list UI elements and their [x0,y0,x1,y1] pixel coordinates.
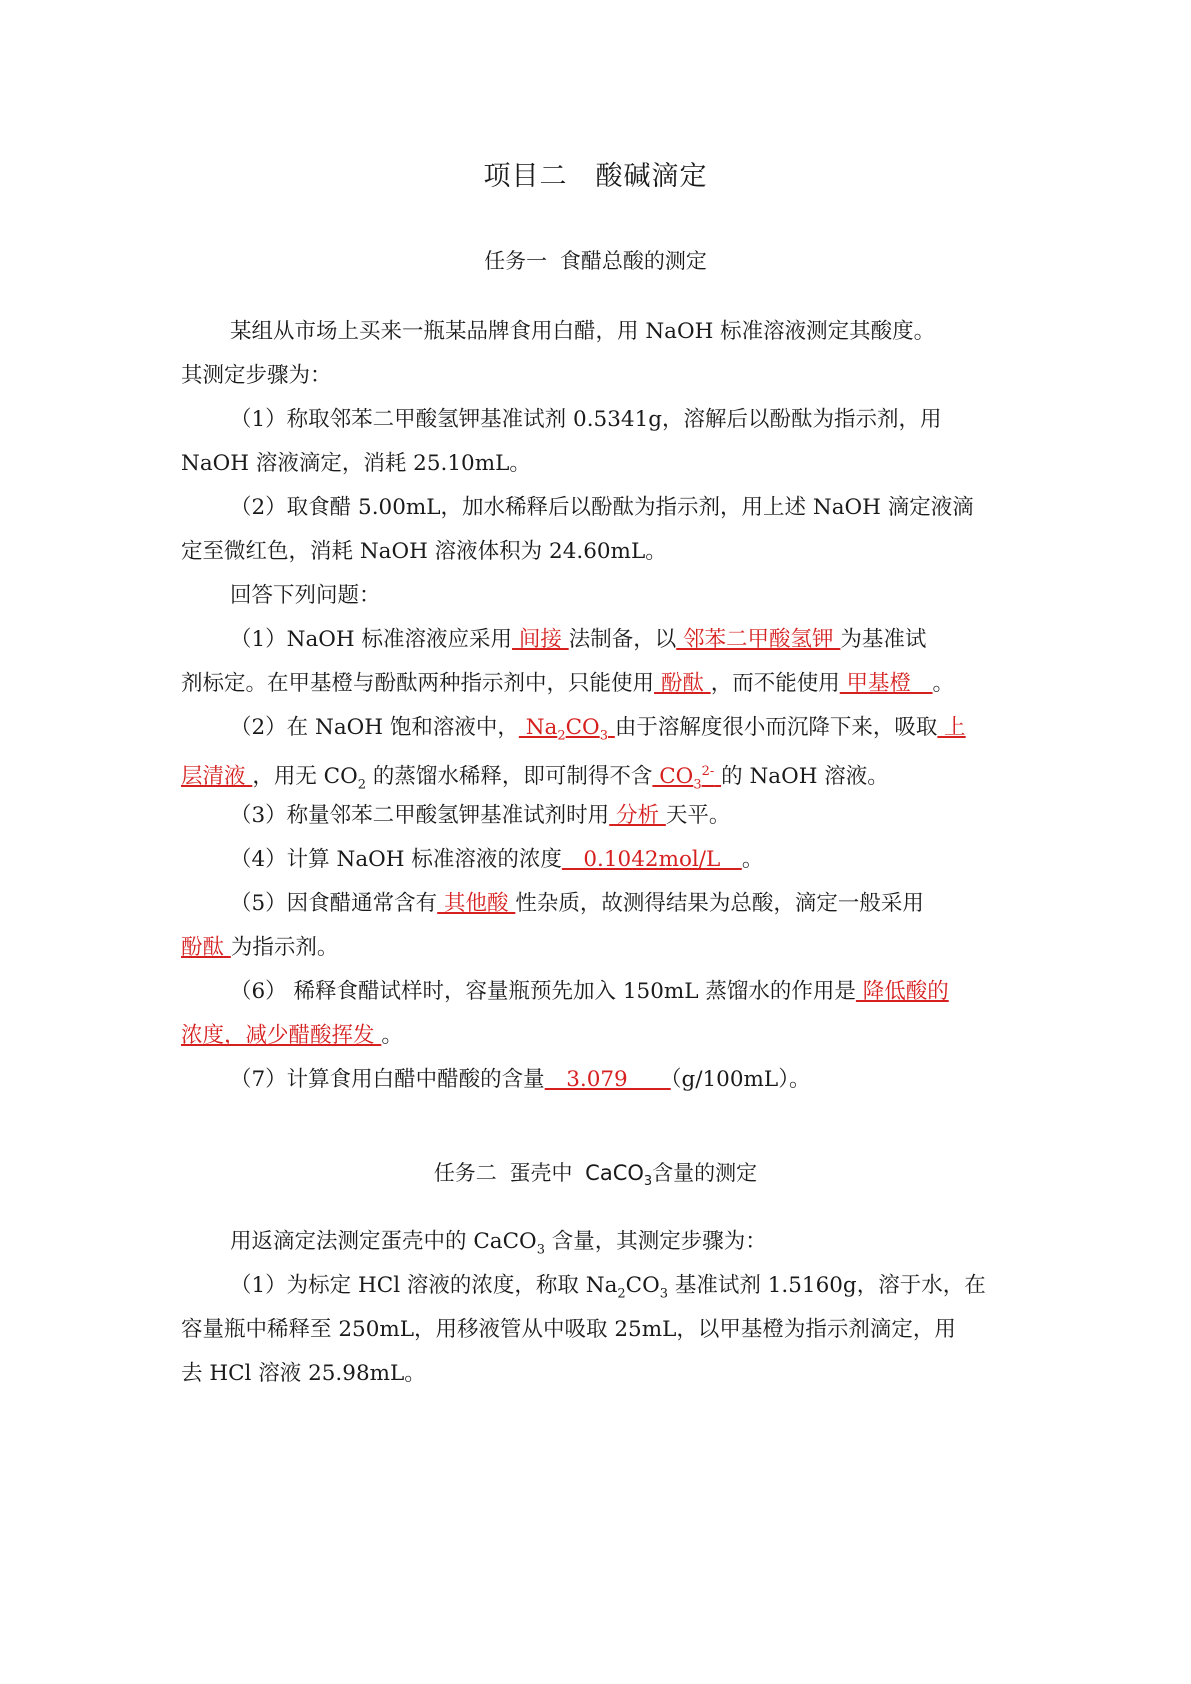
task1-intro-line2: 其测定步骤为： [181,363,332,388]
answer-2-supernatant-part1: 上 [937,715,966,740]
answer-6-purpose-part2: 浓度，减少醋酸挥发 [181,1023,382,1048]
task2-step1-line3: 去 HCl 溶液 25.98mL。 [181,1361,426,1386]
answer-1-indicator-not-used: 甲基橙 [839,671,933,696]
answer-2-supernatant-part2: 层清液 [181,764,253,790]
task1-heading: 任务一 食醋总酸的测定 [484,249,707,273]
task2-intro: 用返滴定法测定蛋壳中的 CaCO$_3$ 含量，其测定步骤为： [230,1229,767,1258]
answer-2-carbonate-ion: $CO_3^{2-}$ [652,764,715,793]
question-5-line1: （5）因食醋通常含有 其他酸 性杂质，故测得结果为总酸，滴定一般采用 [230,891,924,916]
answer-4-concentration: 0.1042mol/L [561,847,742,872]
question-2-line2: 层清液 ，用无 $CO_2$ 的蒸馏水稀释，即可制得不含 $CO_3^{2-}$ 的 NaOH 溶液。 [181,764,889,793]
questions-prompt: 回答下列问题： [230,583,381,608]
task2-heading: 任务二 蛋壳中 CaCO$_3$含量的测定 [433,1161,758,1190]
page-title: 项目二 酸碱滴定 [483,161,708,192]
step2-line2: 定至微红色，消耗 NaOH 溶液体积为 24.60mL。 [181,539,667,564]
answer-7-acetic-acid-content: 3.079 [544,1067,671,1092]
answer-1-primary-standard: 邻苯二甲酸氢钾 [676,627,841,652]
answer-1-indicator-used: 酚酞 [654,671,711,696]
answer-6-purpose-part1: 降低酸的 [855,979,949,1004]
step2-line1: （2）取食醋 5.00mL，加水稀释后以酚酞为指示剂，用上述 NaOH 滴定液滴 [230,495,974,520]
question-3: （3）称量邻苯二甲酸氢钾基准试剂时用 分析 天平。 [230,803,731,828]
question-5-line2: 酚酞 为指示剂。 [181,935,339,960]
answer-5-indicator: 酚酞 [181,935,231,960]
task2-step1-line2: 容量瓶中稀释至 250mL，用移液管从中吸取 25mL，以甲基橙为指示剂滴定，用 [181,1317,956,1342]
question-1-line2: 剂标定。在甲基橙与酚酞两种指示剂中，只能使用 酚酞 ，而不能使用 甲基橙 。 [181,671,955,696]
step1-line1: （1）称取邻苯二甲酸氢钾基准试剂 0.5341g，溶解后以酚酞为指示剂，用 [230,407,942,432]
question-6-line2: 浓度，减少醋酸挥发 。 [181,1023,403,1048]
question-2-line1: （2）在 NaOH 饱和溶液中， $Na_2CO_3$ 由于溶解度很小而沉降下来，吸取 上 [230,715,966,744]
step1-line2: NaOH 溶液滴定，消耗 25.10mL。 [181,451,531,476]
question-4: （4）计算 NaOH 标准溶液的浓度 0.1042mol/L 。 [230,847,764,872]
answer-3-balance: 分析 [609,803,666,828]
task1-intro-line1: 某组从市场上买来一瓶某品牌食用白醋，用 NaOH 标准溶液测定其酸度。 [230,319,936,344]
question-1-line1: （1）NaOH 标准溶液应采用 间接 法制备，以 邻苯二甲酸氢钾 为基准试 [230,627,927,652]
answer-5-impurity: 其他酸 [437,891,516,916]
task2-step1-line1: （1）为标定 HCl 溶液的浓度，称取 $Na_2CO_3$ 基准试剂 1.5160g，溶于水，在 [230,1273,986,1302]
question-6-line1: （6） 稀释食醋试样时，容量瓶预先加入 150mL 蒸馏水的作用是 降低酸的 [230,979,949,1004]
answer-1-method: 间接 [512,627,569,652]
answer-2-precipitate: $Na_2CO_3$ [518,715,608,744]
question-7: （7）计算食用白醋中醋酸的含量 3.079 （g/100mL）。 [230,1067,811,1092]
